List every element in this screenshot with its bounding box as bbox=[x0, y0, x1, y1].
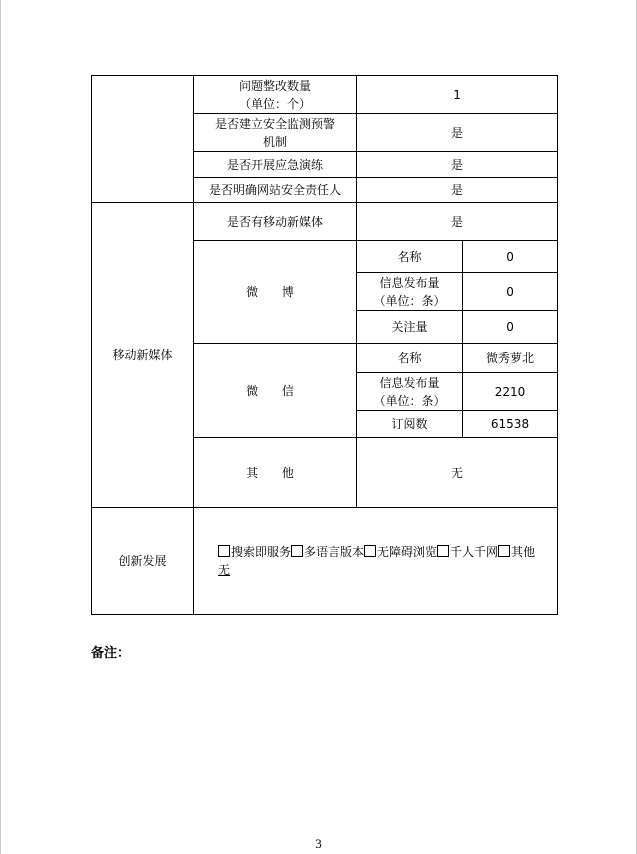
table-row bbox=[92, 508, 558, 615]
page-number: 3 bbox=[315, 836, 322, 851]
jiance-label-line1: 是否建立安全监测预警 bbox=[214, 116, 335, 131]
weibo-label: 微 博 bbox=[194, 241, 357, 344]
weibo-follow-label: 关注量 bbox=[357, 311, 463, 344]
zeren-value: 是 bbox=[357, 178, 558, 203]
option-accessibility: 无障碍浏览 bbox=[377, 545, 438, 559]
weibo-info-label-line1: 信息发布量 bbox=[379, 275, 440, 290]
option-other: 其他 bbox=[511, 545, 536, 559]
wenti-label-cell bbox=[194, 76, 357, 114]
other-label: 其 他 bbox=[194, 438, 357, 508]
report-table bbox=[91, 75, 558, 615]
weixin-name-value: 微秀萝北 bbox=[463, 344, 558, 373]
page-edge-left bbox=[0, 0, 1, 854]
jiance-label-line2: 机制 bbox=[262, 134, 287, 149]
checkbox-multilingual[interactable] bbox=[291, 545, 303, 557]
innovation-other-value: 无 bbox=[218, 563, 231, 577]
other-value: 无 bbox=[357, 438, 558, 508]
wenti-label-line2: （单位：个） bbox=[238, 96, 311, 111]
weixin-info-value: 2210 bbox=[463, 373, 558, 411]
yanlian-value: 是 bbox=[357, 152, 558, 178]
remark-label: 备注： bbox=[91, 646, 131, 661]
jiance-label-cell bbox=[194, 114, 357, 152]
mobile-label: 是否有移动新媒体 bbox=[194, 203, 357, 241]
wenti-label-line1: 问题整改数量 bbox=[238, 78, 311, 93]
weixin-info-label-cell bbox=[357, 373, 463, 411]
table-row bbox=[92, 76, 558, 114]
option-personalized: 千人千网 bbox=[450, 545, 499, 559]
jiance-value: 是 bbox=[357, 114, 558, 152]
table-row bbox=[92, 203, 558, 241]
weixin-info-label-line2: （单位：条） bbox=[373, 393, 446, 408]
checkbox-personalized[interactable] bbox=[437, 545, 449, 557]
weibo-name-value: 0 bbox=[463, 241, 558, 273]
section-innovation: 创新发展 bbox=[92, 508, 194, 615]
weixin-label: 微 信 bbox=[194, 344, 357, 438]
weixin-sub-value: 61538 bbox=[463, 411, 558, 438]
weixin-info-label-line1: 信息发布量 bbox=[379, 375, 440, 390]
mobile-value: 是 bbox=[357, 203, 558, 241]
checkbox-accessibility[interactable] bbox=[364, 545, 376, 557]
weibo-follow-value: 0 bbox=[463, 311, 558, 344]
option-multilingual: 多语言版本 bbox=[304, 545, 365, 559]
weibo-info-label-line2: （单位：条） bbox=[373, 293, 446, 308]
empty-section-cell bbox=[92, 76, 194, 203]
checkbox-search-service[interactable] bbox=[218, 545, 230, 557]
wenti-value: 1 bbox=[357, 76, 558, 114]
yanlian-label: 是否开展应急演练 bbox=[194, 152, 357, 178]
weixin-sub-label: 订阅数 bbox=[357, 411, 463, 438]
option-search-service: 搜索即服务 bbox=[231, 545, 292, 559]
innovation-options-line bbox=[218, 543, 555, 561]
checkbox-other[interactable] bbox=[498, 545, 510, 557]
innovation-options-cell bbox=[194, 508, 558, 615]
weixin-name-label: 名称 bbox=[357, 344, 463, 373]
section-mobile-media: 移动新媒体 bbox=[92, 203, 194, 508]
weibo-info-value: 0 bbox=[463, 273, 558, 311]
weibo-info-label-cell bbox=[357, 273, 463, 311]
weibo-name-label: 名称 bbox=[357, 241, 463, 273]
zeren-label: 是否明确网站安全责任人 bbox=[194, 178, 357, 203]
